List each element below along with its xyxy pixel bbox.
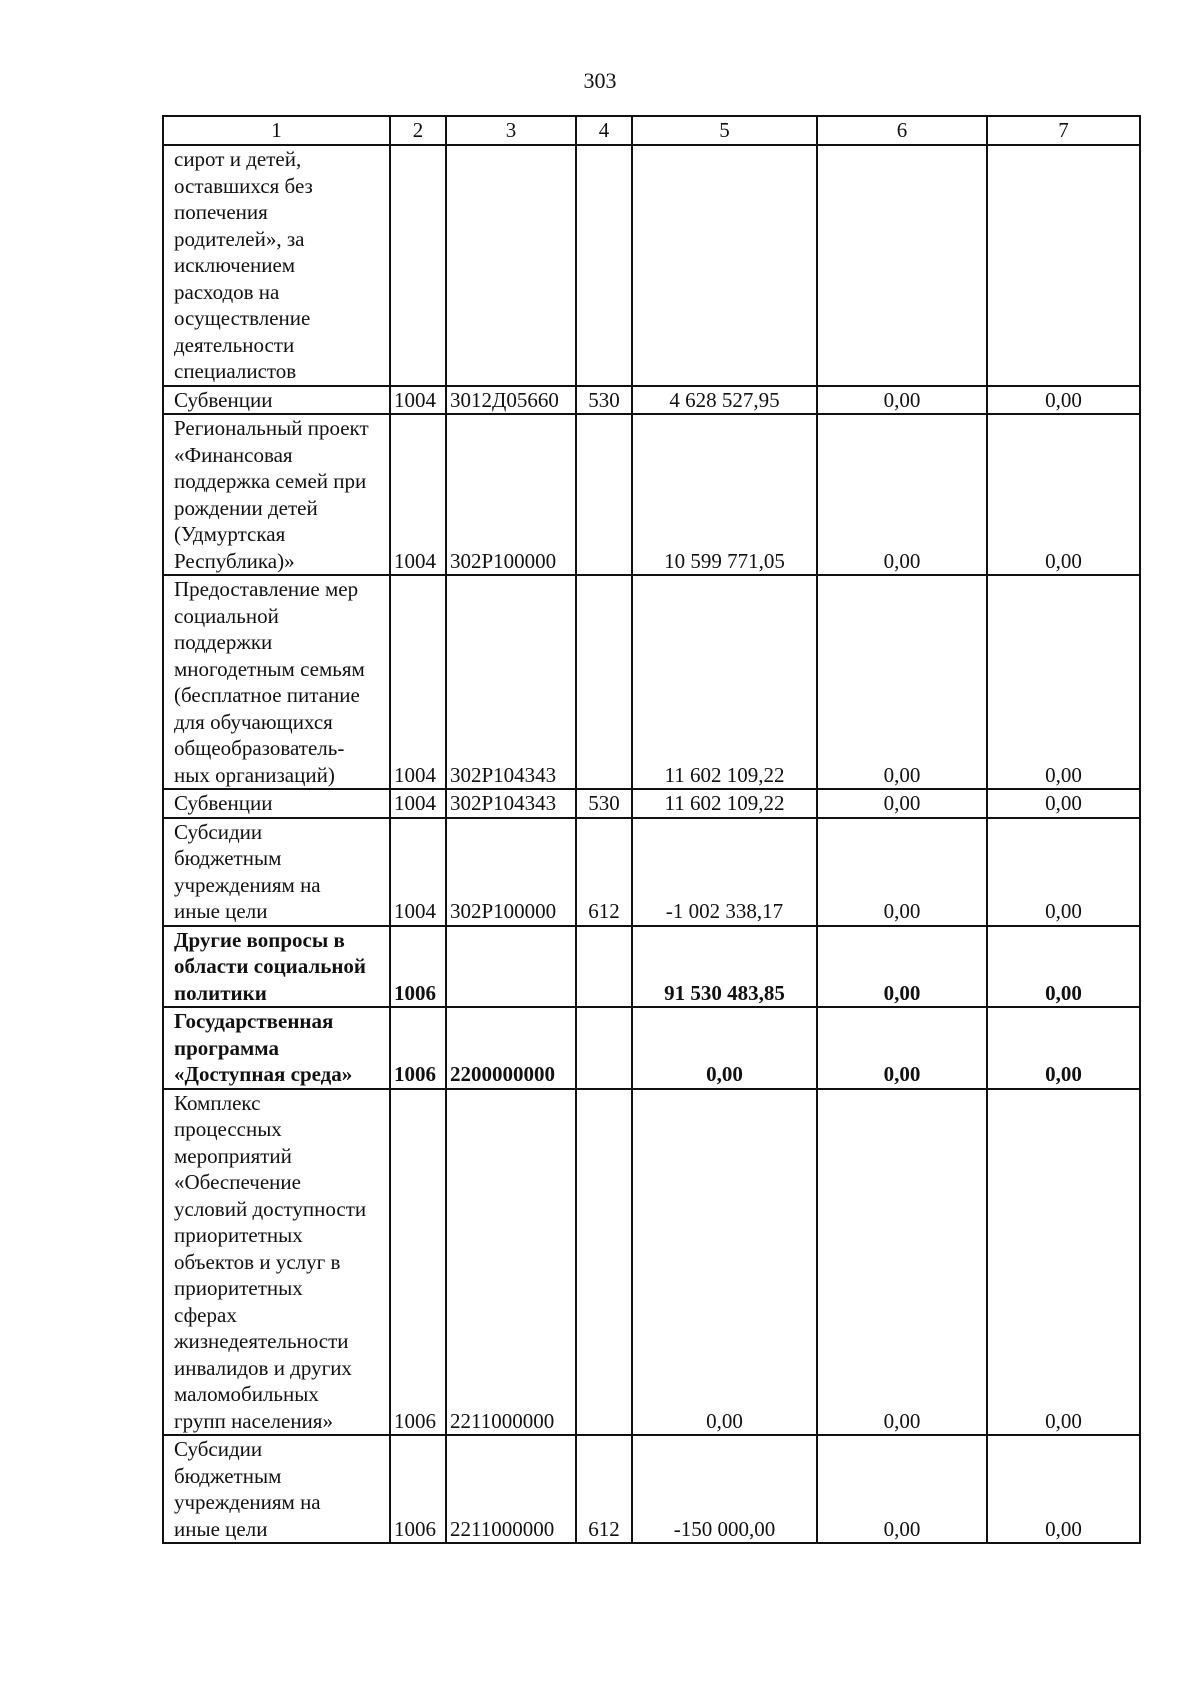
row-name-line: жизнедеятельности — [174, 1329, 349, 1353]
row-name-line: маломобильных — [174, 1382, 319, 1406]
row-name-cell — [163, 818, 390, 926]
row-name-line: расходов на — [174, 279, 280, 304]
cell-col-6: 0,00 — [817, 789, 987, 818]
header-col-6: 6 — [817, 116, 987, 145]
cell-col-7 — [987, 145, 1140, 386]
row-name-line: Субсидии — [174, 819, 263, 844]
row-name-line: Другие вопросы в — [174, 927, 345, 952]
table-row — [163, 818, 1140, 926]
cell-col-3: 2200000000 — [446, 1007, 576, 1089]
header-col-4: 4 — [576, 116, 632, 145]
cell-col-4: 530 — [576, 386, 632, 415]
table-row — [163, 145, 1140, 386]
cell-col-2: 1004 — [390, 386, 446, 415]
row-name-cell — [163, 575, 390, 789]
row-name-line: приоритетных — [174, 1223, 303, 1247]
cell-col-4 — [576, 575, 632, 789]
cell-col-2: 1006 — [390, 1089, 446, 1436]
row-name-cell — [163, 414, 390, 575]
row-name-line: политики — [174, 980, 267, 1005]
budget-table — [162, 115, 1141, 1544]
row-name-line: для обучающихся — [174, 709, 333, 734]
row-name-line: многодетным семьям — [174, 656, 365, 681]
cell-col-2 — [390, 145, 446, 386]
row-name-line: родителей», за — [174, 226, 305, 251]
cell-col-2: 1006 — [390, 1007, 446, 1089]
cell-col-7: 0,00 — [987, 1435, 1140, 1543]
row-name-line: «Финансовая — [174, 442, 293, 467]
header-col-5: 5 — [632, 116, 817, 145]
row-name-line: инвалидов и других — [174, 1355, 352, 1380]
cell-col-3: 2211000000 — [446, 1435, 576, 1543]
cell-col-3: 3012Д05660 — [446, 386, 576, 415]
row-name-line: условий доступности — [174, 1196, 367, 1221]
row-name-line: процессных — [174, 1117, 282, 1141]
table-row — [163, 1007, 1140, 1089]
table-row — [163, 414, 1140, 575]
cell-col-6: 0,00 — [817, 926, 987, 1008]
row-name-line: Региональный проект — [174, 416, 369, 440]
table-row — [163, 789, 1140, 818]
row-name-line: программа — [174, 1035, 279, 1060]
row-name-line: (Удмуртская — [174, 522, 286, 546]
table-row — [163, 1089, 1140, 1436]
cell-col-4 — [576, 1089, 632, 1436]
cell-col-5: 11 602 109,22 — [632, 789, 817, 818]
cell-col-4: 530 — [576, 789, 632, 818]
cell-col-5: 10 599 771,05 — [632, 414, 817, 575]
cell-col-5: 11 602 109,22 — [632, 575, 817, 789]
table-row — [163, 575, 1140, 789]
cell-col-4 — [576, 926, 632, 1008]
cell-col-6: 0,00 — [817, 386, 987, 415]
cell-col-4 — [576, 414, 632, 575]
cell-col-3: 302P100000 — [446, 414, 576, 575]
cell-col-7: 0,00 — [987, 1007, 1140, 1089]
table-row — [163, 386, 1140, 415]
cell-col-5: 91 530 483,85 — [632, 926, 817, 1008]
row-name-cell — [163, 789, 390, 818]
cell-col-5: 0,00 — [632, 1007, 817, 1089]
row-name-line: «Обеспечение — [174, 1170, 301, 1194]
cell-col-6 — [817, 145, 987, 386]
row-name-line: Субвенции — [174, 791, 273, 815]
row-name-line: бюджетным — [174, 1463, 282, 1488]
cell-col-5: -150 000,00 — [632, 1435, 817, 1543]
row-name-line: деятельности — [174, 332, 295, 357]
row-name-line: объектов и услуг в — [174, 1249, 341, 1274]
row-name-line: Государственная — [174, 1009, 334, 1033]
cell-col-7: 0,00 — [987, 1089, 1140, 1436]
row-name-cell — [163, 386, 390, 415]
row-name-cell — [163, 1435, 390, 1543]
row-name-line: Комплекс — [174, 1090, 261, 1115]
row-name-line: социальной — [174, 603, 279, 628]
cell-col-4 — [576, 145, 632, 386]
row-name-line: Предоставление мер — [174, 577, 359, 601]
row-name-line: осуществление — [174, 306, 311, 330]
cell-col-6: 0,00 — [817, 414, 987, 575]
row-name-line: сирот и детей, — [174, 147, 302, 171]
cell-col-2: 1004 — [390, 414, 446, 575]
cell-col-2: 1006 — [390, 1435, 446, 1543]
row-name-line: области социальной — [174, 954, 367, 978]
cell-col-2: 1004 — [390, 575, 446, 789]
cell-col-5: 0,00 — [632, 1089, 817, 1436]
cell-col-4: 612 — [576, 818, 632, 926]
table-row — [163, 1435, 1140, 1543]
row-name-cell — [163, 926, 390, 1008]
header-col-7: 7 — [987, 116, 1140, 145]
header-col-3: 3 — [446, 116, 576, 145]
cell-col-6: 0,00 — [817, 1089, 987, 1436]
row-name-line: исключением — [174, 253, 296, 277]
row-name-line: поддержки — [174, 630, 273, 654]
cell-col-7: 0,00 — [987, 414, 1140, 575]
cell-col-3 — [446, 926, 576, 1008]
header-col-1: 1 — [163, 116, 390, 145]
cell-col-3: 2211000000 — [446, 1089, 576, 1436]
row-name-line: (бесплатное питание — [174, 683, 360, 707]
cell-col-4: 612 — [576, 1435, 632, 1543]
row-name-line: «Доступная среда» — [174, 1062, 353, 1086]
row-name-line: специалистов — [174, 359, 297, 383]
row-name-line: приоритетных — [174, 1276, 303, 1300]
row-name-cell — [163, 145, 390, 386]
row-name-line: попечения — [174, 200, 268, 224]
cell-col-6: 0,00 — [817, 1007, 987, 1089]
row-name-line: мероприятий — [174, 1143, 292, 1168]
header-col-2: 2 — [390, 116, 446, 145]
row-name-line: сферах — [174, 1302, 237, 1327]
row-name-cell — [163, 1089, 390, 1436]
cell-col-7: 0,00 — [987, 386, 1140, 415]
table-row — [163, 926, 1140, 1008]
row-name-line: поддержка семей при — [174, 469, 367, 493]
cell-col-4 — [576, 1007, 632, 1089]
cell-col-7: 0,00 — [987, 575, 1140, 789]
row-name-line: общеобразователь- — [174, 736, 345, 760]
table-header-row — [163, 116, 1140, 145]
cell-col-6: 0,00 — [817, 1435, 987, 1543]
row-name-line: бюджетным — [174, 846, 282, 870]
row-name-line: рождении детей — [174, 495, 318, 520]
cell-col-3: 302P104343 — [446, 575, 576, 789]
row-name-line: Субвенции — [174, 387, 273, 412]
cell-col-2: 1004 — [390, 818, 446, 926]
cell-col-5 — [632, 145, 817, 386]
row-name-line: учреждениям на — [174, 872, 321, 897]
row-name-line: иные цели — [174, 899, 268, 923]
cell-col-2: 1006 — [390, 926, 446, 1008]
cell-col-5: -1 002 338,17 — [632, 818, 817, 926]
cell-col-7: 0,00 — [987, 789, 1140, 818]
cell-col-5: 4 628 527,95 — [632, 386, 817, 415]
cell-col-6: 0,00 — [817, 575, 987, 789]
row-name-line: оставшихся без — [174, 173, 313, 198]
row-name-line: Республика)» — [174, 548, 295, 573]
cell-col-2: 1004 — [390, 789, 446, 818]
row-name-line: ных организаций) — [174, 762, 335, 787]
cell-col-7: 0,00 — [987, 926, 1140, 1008]
page-number: 303 — [583, 68, 617, 93]
row-name-line: иные цели — [174, 1516, 268, 1541]
cell-col-3 — [446, 145, 576, 386]
cell-col-6: 0,00 — [817, 818, 987, 926]
row-name-line: Субсидии — [174, 1437, 263, 1461]
row-name-line: групп населения» — [174, 1408, 333, 1433]
row-name-cell — [163, 1007, 390, 1089]
cell-col-3: 302P104343 — [446, 789, 576, 818]
cell-col-7: 0,00 — [987, 818, 1140, 926]
cell-col-3: 302P100000 — [446, 818, 576, 926]
row-name-line: учреждениям на — [174, 1490, 321, 1514]
